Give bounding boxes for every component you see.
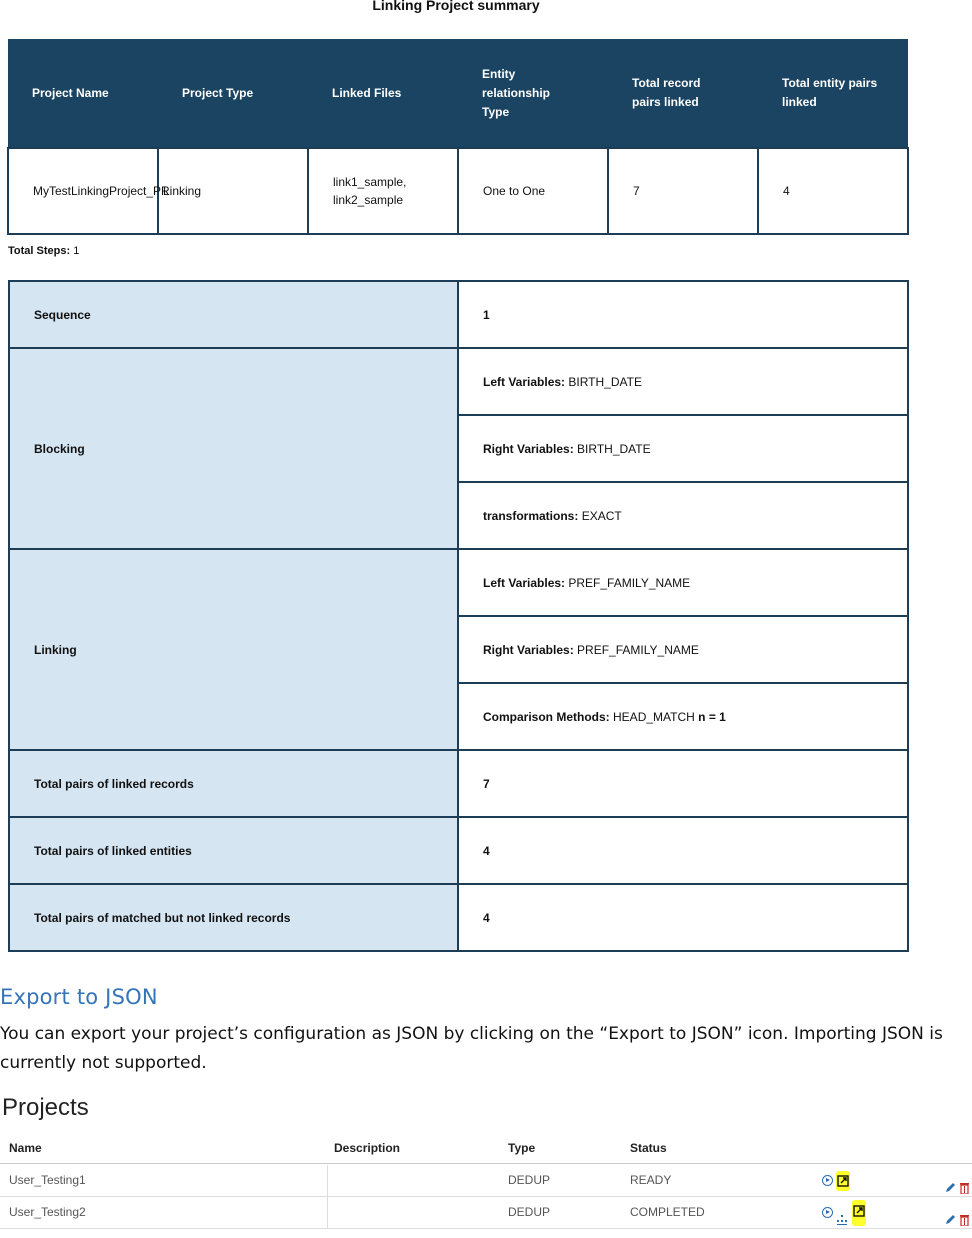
projects-title: Projects	[2, 1094, 89, 1121]
cell-total-entity-pairs: 4	[758, 148, 908, 234]
linked-records-value: 7	[458, 750, 908, 817]
sequence-value: 1	[458, 281, 908, 348]
delete-icon[interactable]	[959, 1175, 970, 1187]
export-json-icon[interactable]	[836, 1171, 850, 1191]
summary-header-row	[8, 39, 908, 148]
column-type[interactable]: Type	[508, 1141, 536, 1155]
linking-label: Linking	[9, 549, 458, 750]
sequence-label: Sequence	[9, 281, 458, 348]
delete-icon[interactable]	[959, 1207, 970, 1219]
blocking-row	[9, 348, 908, 415]
cell-project-name: MyTestLinkingProject_PR	[8, 148, 158, 234]
linked-entities-label: Total pairs of linked entities	[9, 817, 458, 884]
project-type: DEDUP	[508, 1173, 551, 1187]
section-paragraph: You can export your project’s configuration as JSON by clicking on the “Export to JSON” icon. Importing JSON is currently not supported.	[0, 1024, 943, 1073]
cell-total-record-pairs: 7	[608, 148, 758, 234]
linked-records-row	[9, 750, 908, 817]
header-total-record-pairs: Total record pairs linked	[608, 39, 758, 148]
project-actions	[822, 1197, 866, 1228]
linking-right-variables: Right Variables: PREF_FAMILY_NAME	[458, 616, 908, 683]
project-status: COMPLETED	[630, 1205, 705, 1219]
run-icon[interactable]	[822, 1207, 833, 1218]
cell-project-type: Linking	[158, 148, 308, 234]
cell-divider	[327, 1165, 328, 1196]
project-edit-actions	[944, 1197, 970, 1228]
step-table	[8, 280, 909, 952]
project-type: DEDUP	[508, 1205, 551, 1219]
linking-row	[9, 549, 908, 616]
header-linked-files: Linked Files	[308, 39, 458, 148]
blocking-right-variables: Right Variables: BIRTH_DATE	[458, 415, 908, 482]
linked-file-2: link2_sample	[333, 193, 404, 207]
blocking-transformations: transformations: EXACT	[458, 482, 908, 549]
export-json-icon[interactable]	[852, 1200, 866, 1226]
cell-linked-files	[308, 148, 458, 234]
linked-records-label: Total pairs of linked records	[9, 750, 458, 817]
linking-left-variables: Left Variables: PREF_FAMILY_NAME	[458, 549, 908, 616]
hierarchy-icon[interactable]	[836, 1207, 848, 1219]
blocking-left-variables: Left Variables: BIRTH_DATE	[458, 348, 908, 415]
header-divider	[0, 1163, 972, 1164]
total-steps: Total Steps: 1	[8, 245, 80, 257]
header-total-entity-pairs: Total entity pairs linked	[758, 39, 908, 148]
header-project-type: Project Type	[158, 39, 308, 148]
linking-comparison-methods: Comparison Methods: HEAD_MATCH n = 1	[458, 683, 908, 750]
matched-not-linked-label: Total pairs of matched but not linked records	[9, 884, 458, 951]
summary-table	[7, 39, 909, 235]
linked-entities-row	[9, 817, 908, 884]
project-name[interactable]: User_Testing1	[9, 1173, 86, 1187]
header-project-name: Project Name	[8, 39, 158, 148]
cell-entity-relationship: One to One	[458, 148, 608, 234]
summary-row	[8, 148, 908, 234]
edit-icon[interactable]	[944, 1207, 956, 1219]
project-actions	[822, 1165, 850, 1196]
run-icon[interactable]	[822, 1175, 833, 1186]
column-name[interactable]: Name	[9, 1141, 42, 1155]
project-name[interactable]: User_Testing2	[9, 1205, 86, 1219]
matched-not-linked-value: 4	[458, 884, 908, 951]
report-title: Linking Project summary	[372, 0, 540, 13]
project-edit-actions	[944, 1165, 970, 1196]
section-heading: Export to JSON	[0, 985, 158, 1009]
column-description[interactable]: Description	[334, 1141, 401, 1155]
cell-divider	[327, 1197, 328, 1228]
project-status: READY	[630, 1173, 672, 1187]
header-entity-relationship: Entity relationship Type	[458, 39, 608, 148]
column-status[interactable]: Status	[630, 1141, 667, 1155]
edit-icon[interactable]	[944, 1175, 956, 1187]
linked-file-1: link1_sample,	[333, 175, 407, 189]
matched-not-linked-row	[9, 884, 908, 951]
sequence-row	[9, 281, 908, 348]
project-row[interactable]	[0, 1197, 972, 1229]
project-row[interactable]	[0, 1165, 972, 1197]
linked-entities-value: 4	[458, 817, 908, 884]
blocking-label: Blocking	[9, 348, 458, 549]
